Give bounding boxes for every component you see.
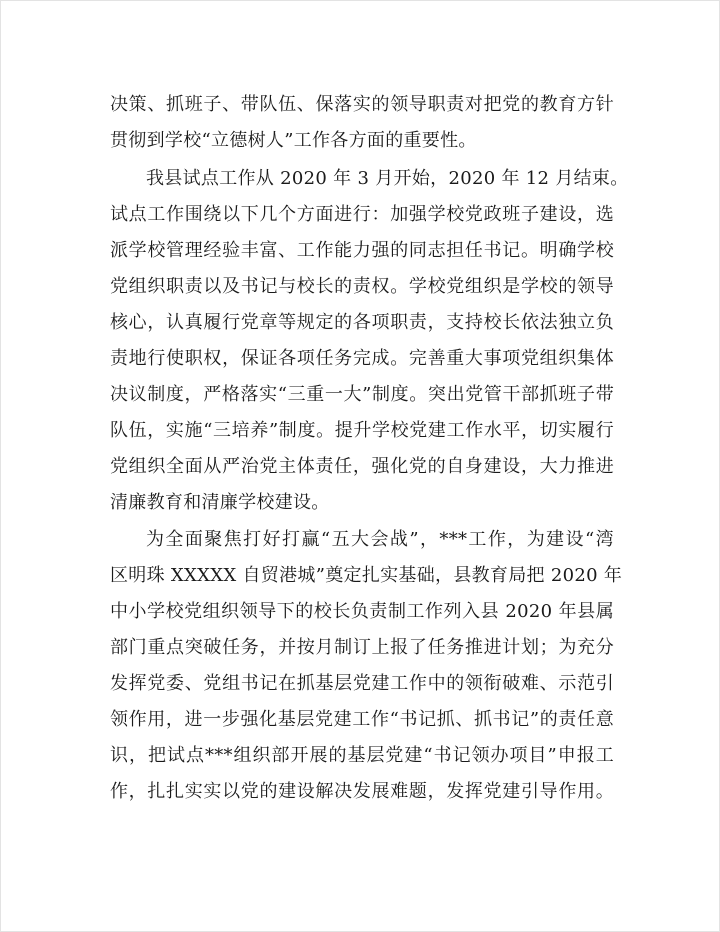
paragraph-2-line-9: 党组织全面从严治党主体责任，强化党的自身建设，大力推进 — [110, 456, 614, 477]
paragraph-1-line-2: 贯彻到学校“立德树人”工作各方面的重要性。 — [110, 130, 477, 151]
paragraph-2-line-7: 决议制度，严格落实“三重一大”制度。突出党管干部抓班子带 — [110, 384, 614, 405]
paragraph-2-line-3: 派学校管理经验丰富、工作能力强的同志担任书记。明确学校 — [110, 240, 614, 261]
paragraph-2-line-6: 责地行使职权，保证各项任务完成。完善重大事项党组织集体 — [110, 348, 614, 369]
paragraph-3-line-3: 中小学校党组织领导下的校长负责制工作列入县 2020 年县属 — [110, 601, 614, 622]
paragraph-3-line-2: 区明珠 XXXXX 自贸港城”奠定扎实基础，县教育局把 2020 年 — [110, 565, 623, 586]
paragraph-3-line-6: 领作用，进一步强化基层党建工作“书记抓、抓书记”的责任意 — [110, 709, 614, 730]
paragraph-2-line-1: 我县试点工作从 2020 年 3 月开始，2020 年 12 月结束。 — [146, 168, 629, 189]
paragraph-3-line-8: 作，扎扎实实以党的建设解决发展难题，发挥党建引导作用。 — [110, 781, 614, 802]
paragraph-3-line-7: 识，把试点***组织部开展的基层党建“书记领办项目”申报工 — [110, 745, 614, 766]
paragraph-2-line-5: 核心，认真履行党章等规定的各项职责，支持校长依法独立负 — [110, 312, 614, 333]
paragraph-3-line-4: 部门重点突破任务，并按月制订上报了任务推进计划；为充分 — [110, 637, 614, 658]
paragraph-2-line-4: 党组织职责以及书记与校长的责权。学校党组织是学校的领导 — [110, 276, 614, 297]
paragraph-3-line-5: 发挥党委、党组书记在抓基层党建工作中的领衔破难、示范引 — [110, 673, 614, 694]
paragraph-2-line-2: 试点工作围绕以下几个方面进行：加强学校党政班子建设，选 — [110, 204, 614, 225]
paragraph-2-line-8: 队伍，实施“三培养”制度。提升学校党建工作水平，切实履行 — [110, 420, 614, 441]
paragraph-2-line-10: 清廉教育和清廉学校建设。 — [110, 492, 330, 513]
paragraph-3-line-1: 为全面聚焦打好打赢“五大会战”，***工作，为建设“湾 — [146, 529, 614, 550]
paragraph-1-line-1: 决策、抓班子、带队伍、保落实的领导职责对把党的教育方针 — [110, 94, 614, 115]
